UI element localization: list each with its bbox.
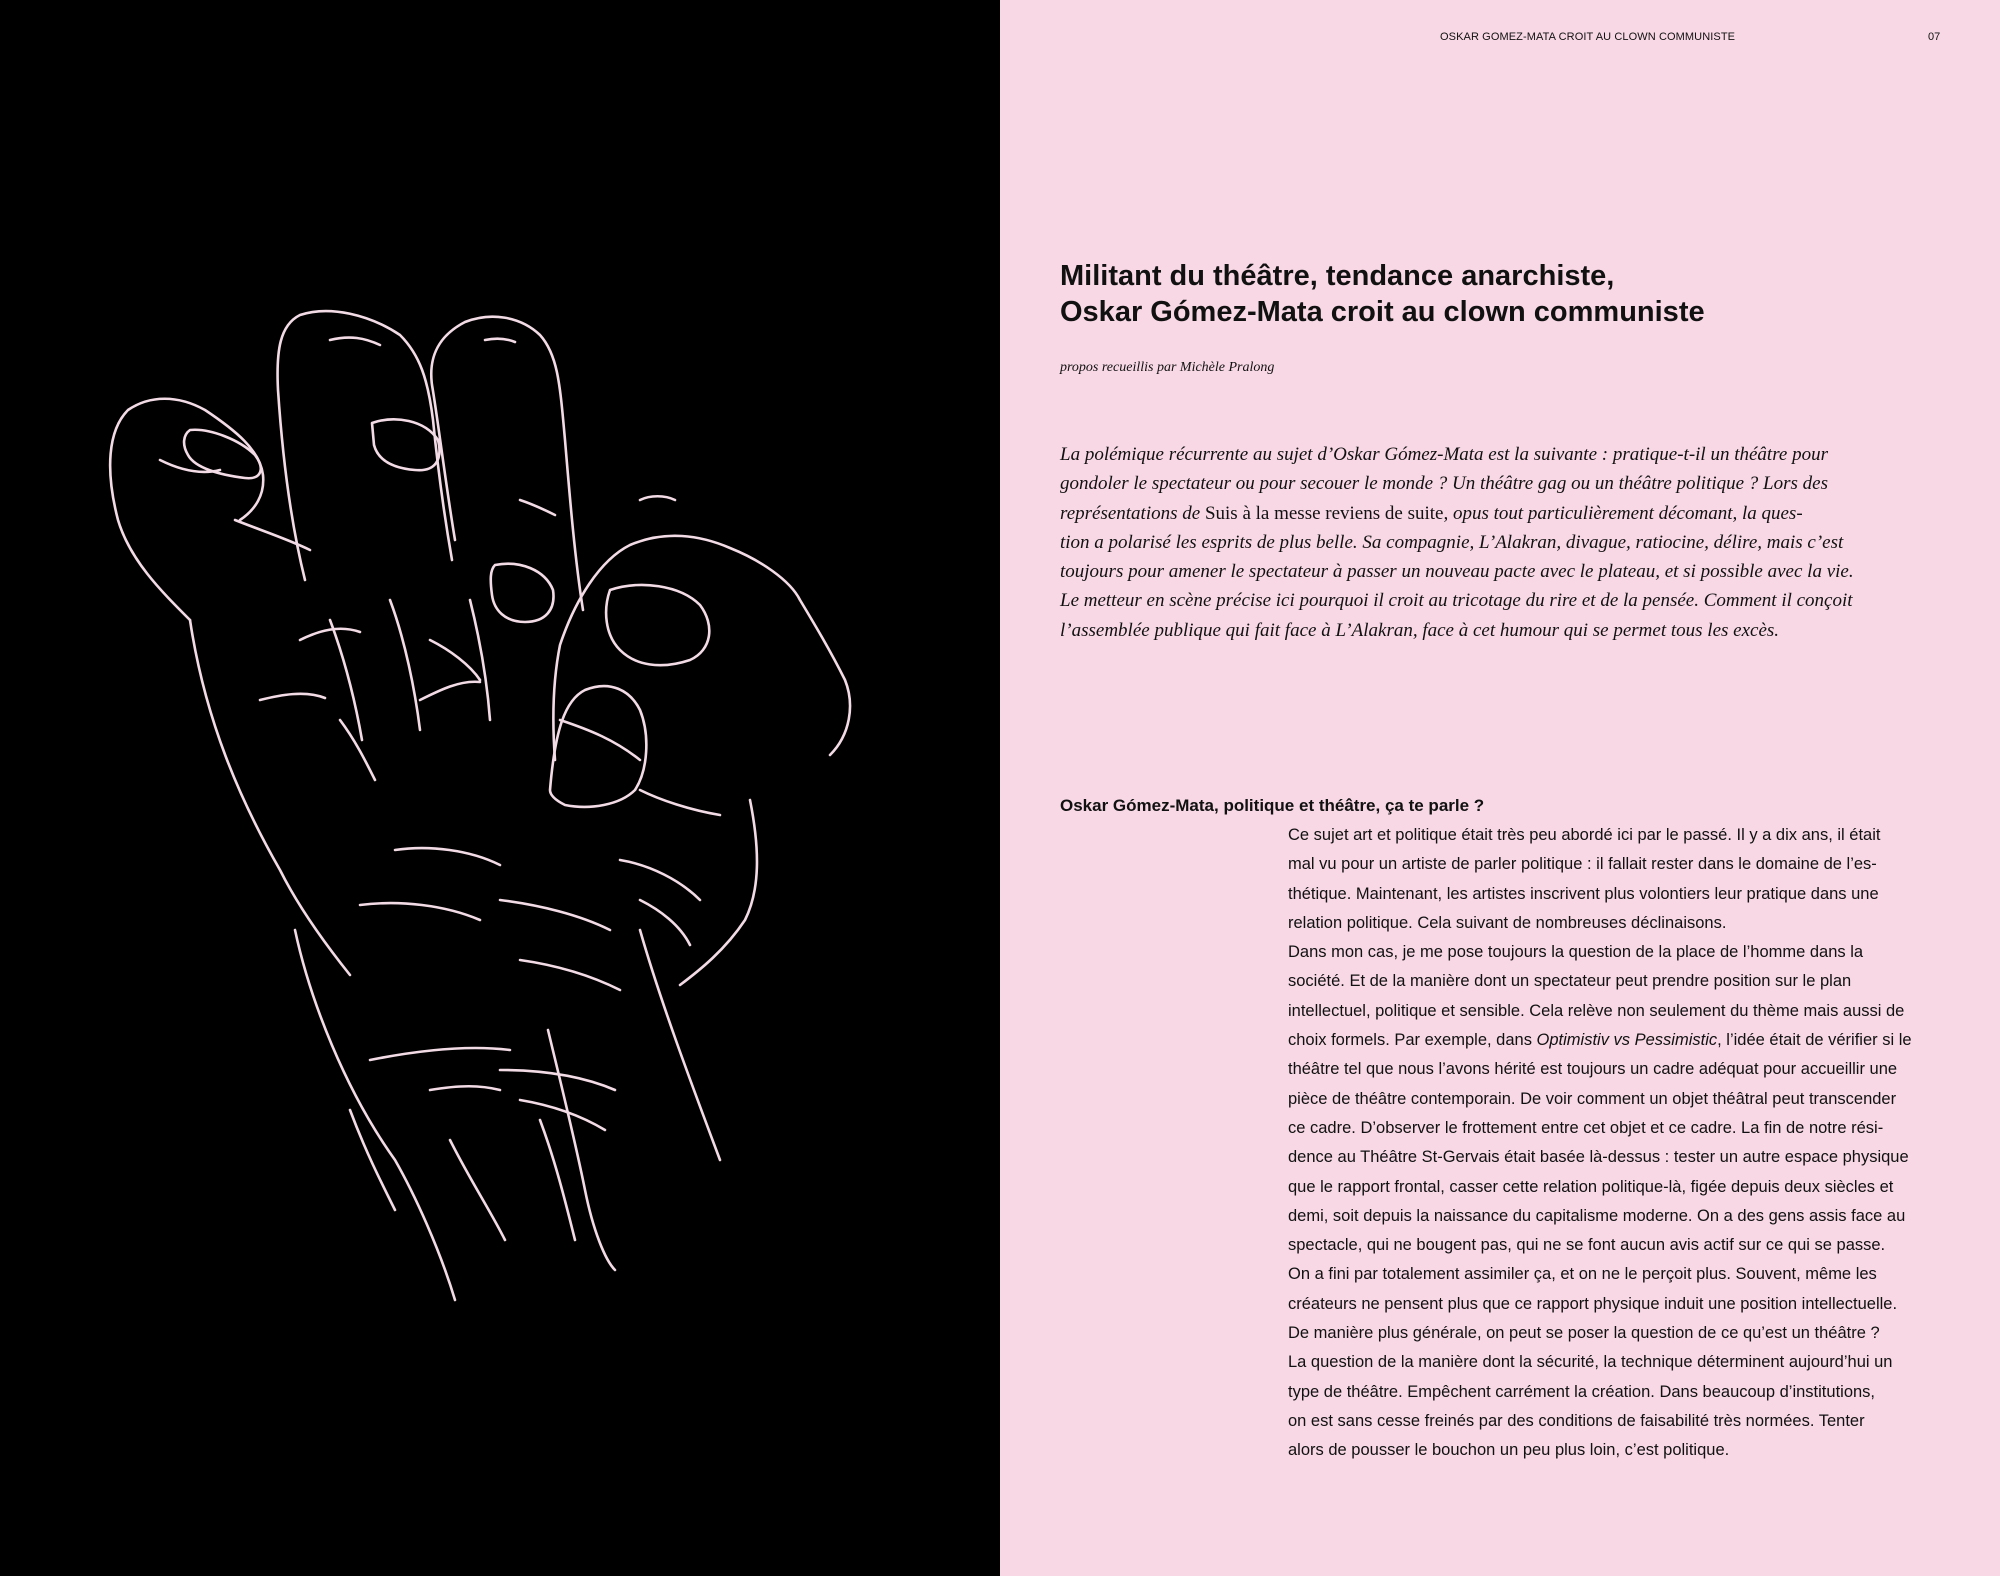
finger-base-lines <box>330 600 490 740</box>
intro-line <box>1060 499 1940 528</box>
answer-line: mal vu pour un artiste de parler politique : il fallait rester dans le domaine de l’es- <box>1288 855 1877 874</box>
answer-line: que le rapport frontal, casser cette relation politique-là, figée depuis deux siècles et <box>1288 1177 1894 1196</box>
index-finger <box>553 536 850 760</box>
intro-line: Le metteur en scène précise ici pourquoi il croit au tricotage du rire et de la pensée. Comment il conçoit <box>1060 590 1853 612</box>
show-title: Suis à la messe reviens de suite <box>1204 502 1444 524</box>
intro-line: gondoler le spectateur ou pour secouer le monde ? Un théâtre gag ou un théâtre politique ? Lors des <box>1060 473 1828 495</box>
intro-line: l’assemblée publique qui fait face à L’Alakran, face à cet humour qui se permet tous les excès. <box>1060 619 1780 641</box>
answer-line: on est sans cesse freinés par des conditions de faisabilité très normées. Tenter <box>1288 1411 1865 1430</box>
thumb <box>550 686 646 807</box>
running-header: OSKAR GOMEZ-MATA CROIT AU CLOWN COMMUNISTE <box>1440 31 1736 43</box>
palm-creases <box>360 848 700 990</box>
ring-finger <box>278 311 452 580</box>
text-page <box>1000 0 2000 1576</box>
answer-line: relation politique. Cela suivant de nombreuses déclinaisons. <box>1288 913 1727 932</box>
intro-line: toujours pour amener le spectateur à passer un nouveau pacte avec le plateau, et si possible avec la vie. <box>1060 561 1854 583</box>
title-line: Militant du théâtre, tendance anarchiste, <box>1060 260 1615 292</box>
answer-line-part: , l’idée était de vérifier si le <box>1717 1031 1912 1050</box>
introduction <box>1060 440 1940 645</box>
answer-line-part: choix formels. Par exemple, dans <box>1288 1031 1537 1050</box>
index-nail <box>606 585 709 665</box>
intro-line: La polémique récurrente au sujet d’Oskar Gómez-Mata est la suivante : pratique-t-il un théâtre pour <box>1060 444 1828 465</box>
title-line: Oskar Gómez-Mata croit au clown communiste <box>1060 296 1705 328</box>
answer-line: dence au Théâtre St-Gervais était basée là-dessus : tester un autre espace physique <box>1288 1148 1909 1167</box>
answer-line: société. Et de la manière dont un spectateur peut prendre position sur le plan <box>1288 972 1852 991</box>
answer-line: Ce sujet art et politique était très peu abordé ici par le passé. Il y a dix ans, il était <box>1288 826 1881 844</box>
byline: propos recueillis par Michèle Pralong <box>1060 360 1275 375</box>
show-title: Optimistiv vs Pessimistic <box>1536 1031 1718 1050</box>
forearm-outline <box>295 930 720 1300</box>
answer-line: pièce de théâtre contemporain. De voir comment un objet théâtral peut transcender <box>1288 1089 1897 1108</box>
middle-nail <box>491 564 554 622</box>
article-title <box>1060 258 1820 330</box>
answer-line: créateurs ne pensent plus que ce rapport physique induit une position intellectuelle. <box>1288 1294 1898 1313</box>
answer-line: De manière plus générale, on peut se poser la question de ce qu’est un théâtre ? <box>1288 1324 1880 1343</box>
answer-line: spectacle, qui ne bougent pas, qui ne se font aucun avis actif sur ce qui se passe. <box>1288 1236 1886 1255</box>
middle-finger <box>431 317 583 610</box>
intro-line-part: , opus tout particulièrement décomant, la ques- <box>1443 502 1803 524</box>
answer-line: intellectuel, politique et sensible. Cela relève non seulement du thème mais aussi de <box>1288 1001 1905 1020</box>
answer-line: théâtre tel que nous l’avons hérité est toujours un cadre adéquat pour accueillir une <box>1288 1060 1898 1079</box>
answer-line: La question de la manière dont la sécurité, la technique déterminent aujourd’hui un <box>1288 1353 1893 1372</box>
page-number: 07 <box>1928 31 1941 43</box>
wrist-lines <box>370 1048 615 1130</box>
answer-line: thétique. Maintenant, les artistes inscrivent plus volontiers leur pratique dans une <box>1288 884 1879 903</box>
ring-nail <box>372 419 439 470</box>
answer-line: type de théâtre. Empêchent carrément la création. Dans beaucoup d’institutions, <box>1288 1382 1876 1401</box>
answer-line: demi, soit depuis la naissance du capitalisme moderne. On a des gens assis face au <box>1288 1206 1906 1225</box>
answer-line: ce cadre. D’observer le frottement entre cet objet et ce cadre. La fin de notre rési- <box>1288 1118 1884 1137</box>
intro-line-part: représentations de <box>1060 502 1205 524</box>
answer-line <box>1288 1026 1968 1055</box>
interview-question: Oskar Gómez-Mata, politique et théâtre, ça te parle ? <box>1060 796 1485 815</box>
interview-answer <box>1288 821 1968 1466</box>
answer-line: alors de pousser le bouchon un peu plus loin, c’est politique. <box>1288 1441 1730 1460</box>
thumb-base <box>560 720 720 815</box>
intro-line: tion a polarisé les esprits de plus belle. Sa compagnie, L’Alakran, divague, ratiocine, délire, mais c’est <box>1060 531 1844 553</box>
answer-line: On a fini par totalement assimiler ça, et on ne le perçoit plus. Souvent, même les <box>1288 1265 1877 1284</box>
tendon-lines <box>350 1110 575 1240</box>
answer-line: Dans mon cas, je me pose toujours la question de la place de l’homme dans la <box>1288 943 1864 962</box>
